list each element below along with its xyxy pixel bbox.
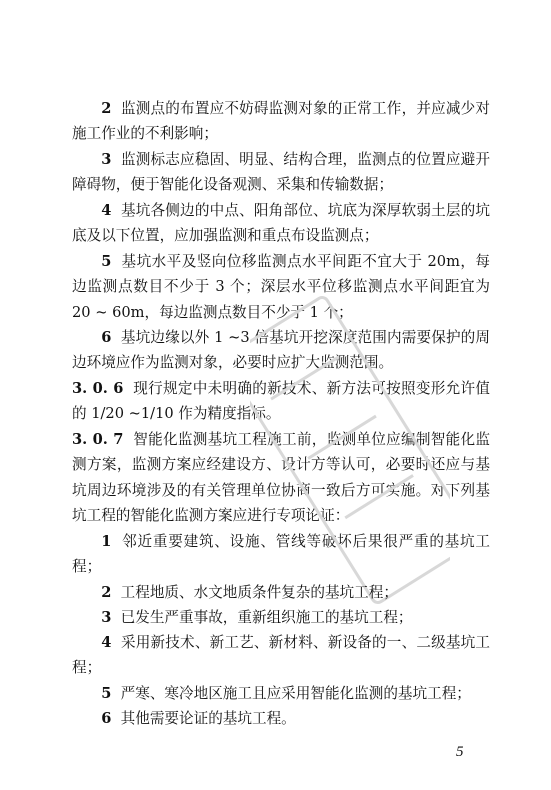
list-item	[72, 605, 490, 630]
paragraph-item-4a	[72, 198, 490, 249]
item-text: 已发生严重事故，重新组织施工的基坑工程；	[120, 609, 413, 626]
clause-text: 现行规定中未明确的新技术、新方法可按照变形允许值的 1/20 ~1/10 作为精度指标。	[72, 380, 490, 423]
page-number: 5	[456, 744, 464, 760]
item-text: 基坑水平及竖向位移监测点水平间距不宜大于 20m，每边监测点数目不少于 3 个；深层水平位移监测点水平间距宜为 20 ~ 60m，每边监测点数目不少于 1 个；	[72, 253, 490, 321]
item-number: 5	[101, 685, 112, 702]
clause-number: 3. 0. 6	[72, 380, 124, 397]
item-number: 4	[101, 634, 112, 651]
list-item	[72, 630, 490, 681]
item-number: 1	[101, 533, 112, 550]
item-text: 工程地质、水文地质条件复杂的基坑工程；	[120, 584, 398, 601]
paragraph-item-1b	[72, 529, 490, 580]
list-item	[72, 706, 490, 731]
clause-3-0-6	[72, 376, 490, 427]
item-text: 基坑各侧边的中点、阳角部位、坑底为深厚软弱土层的坑底及以下位置，应加强监测和重点布设监测点；	[72, 202, 490, 245]
clause-3-0-7	[72, 427, 490, 529]
paragraph-item-3a	[72, 147, 490, 198]
list-item	[72, 681, 490, 706]
item-number: 3	[101, 151, 112, 168]
item-number: 2	[101, 584, 112, 601]
item-number: 3	[101, 609, 112, 626]
item-text: 基坑边缘以外 1 ~3 倍基坑开挖深度范围内需要保护的周边环境应作为监测对象，必要时应扩大监测范围。	[72, 329, 491, 372]
item-number: 6	[101, 710, 112, 727]
paragraph-item-6a	[72, 325, 490, 376]
paragraph-item-2a	[72, 96, 490, 147]
item-text: 采用新技术、新工艺、新材料、新设备的一、二级基坑工程；	[72, 634, 490, 677]
item-text: 严寒、寒冷地区施工且应采用智能化监测的基坑工程；	[120, 685, 471, 702]
clause-text: 智能化监测基坑工程施工前，监测单位应编制智能化监测方案，监测方案应经建设方、设计方等认可，必要时还应与基坑周边环境涉及的有关管理单位协商一致后方可实施。对下列基坑工程的智能化监测方案应进行专项论证：	[72, 431, 490, 525]
item-number: 4	[101, 202, 112, 219]
paragraph-item-5a	[72, 249, 490, 325]
item-text: 监测点的布置应不妨碍监测对象的正常工作，并应减少对施工作业的不利影响；	[72, 100, 490, 143]
item-text: 邻近重要建筑、设施、管线等破坏后果很严重的基坑工程；	[72, 533, 490, 576]
item-text: 其他需要论证的基坑工程。	[120, 710, 296, 727]
clause-number: 3. 0. 7	[72, 431, 124, 448]
item-number: 5	[101, 253, 112, 270]
item-number: 6	[101, 329, 112, 346]
list-item	[72, 580, 490, 605]
item-number: 2	[101, 100, 112, 117]
item-text: 监测标志应稳固、明显、结构合理，监测点的位置应避开障碍物，便于智能化设备观测、采集和传输数据；	[72, 151, 490, 194]
